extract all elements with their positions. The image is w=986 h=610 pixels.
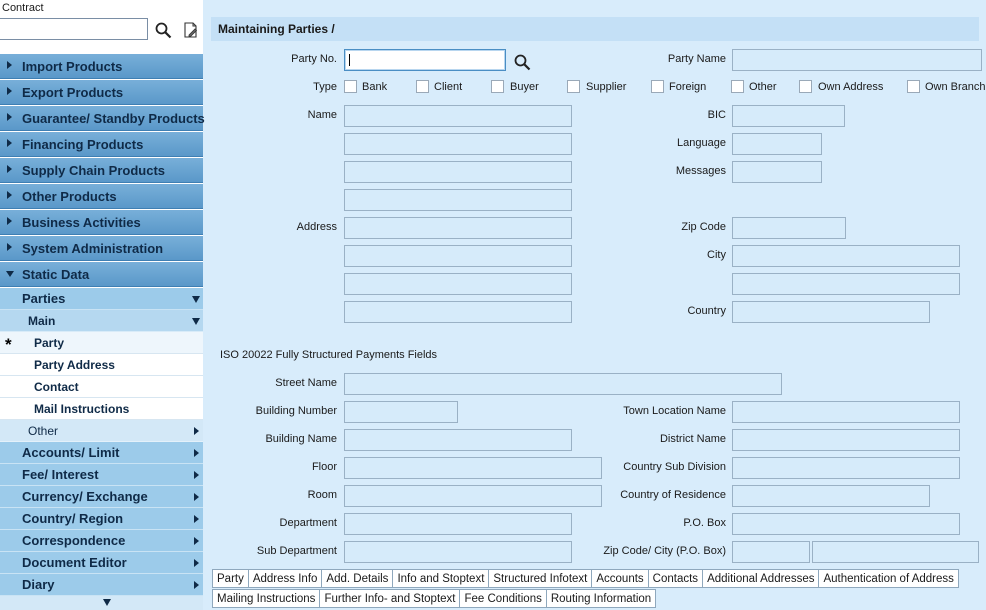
district-name-label: District Name: [659, 433, 726, 445]
nav-parties[interactable]: Parties: [0, 288, 203, 310]
nav-static-data[interactable]: Static Data: [0, 262, 203, 287]
text-cursor: [349, 54, 350, 66]
tab-party[interactable]: Party: [212, 569, 248, 588]
city-line-2-input[interactable]: [732, 273, 960, 295]
main-panel: [211, 17, 986, 610]
type-buyer-checkbox[interactable]: [491, 80, 504, 93]
tab-routing-information[interactable]: Routing Information: [546, 589, 656, 608]
nav-financing-products[interactable]: Financing Products: [0, 132, 203, 157]
tab-authentication-of-address[interactable]: Authentication of Address: [818, 569, 958, 588]
nav-business-activities[interactable]: Business Activities: [0, 210, 203, 235]
language-label: Language: [677, 137, 726, 149]
party-name-label: Party Name: [667, 53, 726, 65]
nav-document-editor[interactable]: Document Editor: [0, 552, 203, 574]
nav-main[interactable]: Main: [0, 310, 203, 332]
nav-fee-interest[interactable]: Fee/ Interest: [0, 464, 203, 486]
edit-document-icon[interactable]: [181, 20, 201, 40]
department-label: Department: [279, 517, 337, 529]
chevron-right-icon: [7, 61, 12, 69]
country-sub-division-input[interactable]: [732, 457, 960, 479]
address-line-4-input[interactable]: [344, 301, 572, 323]
navigation-menu: [0, 54, 203, 610]
type-own-address-checkbox[interactable]: [799, 80, 812, 93]
type-foreign-checkbox[interactable]: [651, 80, 664, 93]
chevron-right-icon: [7, 217, 12, 225]
chevron-right-icon: [194, 559, 199, 567]
building-number-label: Building Number: [255, 405, 337, 417]
address-line-1-input[interactable]: [344, 217, 572, 239]
bic-label: BIC: [707, 109, 726, 121]
chevron-right-icon: [7, 139, 12, 147]
nav-party[interactable]: * Party: [0, 332, 203, 354]
chevron-right-icon: [194, 427, 199, 435]
city-line-1-input[interactable]: [732, 245, 960, 267]
town-location-name-label: Town Location Name: [623, 405, 726, 417]
zip-code-label: Zip Code: [681, 221, 726, 233]
building-number-input[interactable]: [344, 401, 458, 423]
type-other-label: Other: [749, 81, 777, 93]
country-label: Country: [687, 305, 726, 317]
nav-contact[interactable]: Contact: [0, 376, 203, 398]
building-name-label: Building Name: [265, 433, 337, 445]
nav-other[interactable]: Other: [0, 420, 203, 442]
tab-structured-infotext[interactable]: Structured Infotext: [488, 569, 591, 588]
country-sub-division-label: Country Sub Division: [623, 461, 726, 473]
chevron-down-icon: [192, 296, 200, 303]
town-location-name-input[interactable]: [732, 401, 960, 423]
tab-contacts[interactable]: Contacts: [648, 569, 702, 588]
language-input[interactable]: [732, 133, 822, 155]
type-buyer-label: Buyer: [510, 81, 539, 93]
address-line-3-input[interactable]: [344, 273, 572, 295]
nav-currency-exchange[interactable]: Currency/ Exchange: [0, 486, 203, 508]
messages-input[interactable]: [732, 161, 822, 183]
tab-bar-row-2: [212, 589, 980, 608]
address-label: Address: [296, 221, 337, 233]
tab-fee-conditions[interactable]: Fee Conditions: [459, 589, 545, 608]
chevron-down-icon: [6, 271, 14, 277]
nav-guarantee-standby-products[interactable]: Guarantee/ Standby Products: [0, 106, 203, 131]
chevron-right-icon: [194, 449, 199, 457]
nav-correspondence[interactable]: Correspondence: [0, 530, 203, 552]
type-other-checkbox[interactable]: [731, 80, 744, 93]
country-of-residence-input[interactable]: [732, 485, 930, 507]
tab-add-details[interactable]: Add. Details: [321, 569, 392, 588]
tab-address-info[interactable]: Address Info: [248, 569, 322, 588]
party-search-icon[interactable]: [512, 52, 532, 72]
city-label: City: [707, 249, 726, 261]
tab-additional-addresses[interactable]: Additional Addresses: [702, 569, 818, 588]
tab-bar-row-1: [212, 569, 980, 588]
type-foreign-label: Foreign: [669, 81, 707, 93]
type-own-branch-checkbox[interactable]: [907, 80, 920, 93]
nav-accounts-limit[interactable]: Accounts/ Limit: [0, 442, 203, 464]
sub-department-label: Sub Department: [256, 545, 337, 557]
chevron-right-icon: [7, 243, 12, 251]
name-line-4-input[interactable]: [344, 189, 572, 211]
chevron-right-icon: [7, 113, 12, 121]
chevron-right-icon: [7, 165, 12, 173]
name-line-3-input[interactable]: [344, 161, 572, 183]
street-name-input[interactable]: [344, 373, 782, 395]
nav-import-products[interactable]: Import Products: [0, 54, 203, 79]
search-icon[interactable]: [153, 20, 173, 40]
chevron-right-icon: [194, 471, 199, 479]
chevron-right-icon: [194, 493, 199, 501]
type-own-branch-label: Own Branch: [925, 81, 986, 93]
tab-info-and-stoptext[interactable]: Info and Stoptext: [392, 569, 488, 588]
bic-input[interactable]: [732, 105, 845, 127]
current-item-star-icon: *: [5, 335, 12, 354]
po-box-city-input[interactable]: [812, 541, 979, 563]
nav-other-products[interactable]: Other Products: [0, 184, 203, 209]
tab-further-info-and-stoptext[interactable]: Further Info- and Stoptext: [319, 589, 459, 608]
type-client-label: Client: [434, 81, 463, 93]
type-bank-label: Bank: [362, 81, 388, 93]
page-title: Maintaining Parties /: [211, 17, 979, 41]
chevron-down-icon: [192, 318, 200, 325]
chevron-right-icon: [194, 515, 199, 523]
nav-scroll-down[interactable]: [0, 596, 203, 610]
type-client-checkbox[interactable]: [416, 80, 429, 93]
tab-mailing-instructions[interactable]: Mailing Instructions: [212, 589, 319, 608]
chevron-right-icon: [7, 191, 12, 199]
district-name-input[interactable]: [732, 429, 960, 451]
party-no-input[interactable]: [344, 49, 506, 71]
tab-accounts[interactable]: Accounts: [591, 569, 647, 588]
sub-department-input[interactable]: [344, 541, 572, 563]
nav-system-administration[interactable]: System Administration: [0, 236, 203, 261]
country-of-residence-label: Country of Residence: [620, 489, 726, 501]
street-name-label: Street Name: [275, 377, 337, 389]
floor-input[interactable]: [344, 457, 602, 479]
chevron-right-icon: [194, 581, 199, 589]
room-input[interactable]: [344, 485, 602, 507]
contract-input[interactable]: [0, 18, 148, 40]
nav-diary[interactable]: Diary: [0, 574, 203, 596]
nav-supply-chain-products[interactable]: Supply Chain Products: [0, 158, 203, 183]
type-label: Type: [313, 81, 337, 93]
iso-section-title: ISO 20022 Fully Structured Payments Fields: [220, 349, 438, 361]
chevron-right-icon: [194, 537, 199, 545]
nav-mail-instructions[interactable]: Mail Instructions: [0, 398, 203, 420]
address-line-2-input[interactable]: [344, 245, 572, 267]
name-line-2-input[interactable]: [344, 133, 572, 155]
po-box-input[interactable]: [732, 513, 960, 535]
zip-city-po-box-label: Zip Code/ City (P.O. Box): [603, 545, 726, 557]
party-name-input[interactable]: [732, 49, 982, 71]
name-line-1-input[interactable]: [344, 105, 572, 127]
chevron-right-icon: [7, 87, 12, 95]
po-box-zip-code-input[interactable]: [732, 541, 810, 563]
name-label: Name: [307, 109, 337, 121]
nav-party-address[interactable]: Party Address: [0, 354, 203, 376]
party-no-label: Party No.: [291, 53, 337, 65]
messages-label: Messages: [675, 165, 726, 177]
floor-label: Floor: [311, 461, 337, 473]
scroll-down-icon: [103, 599, 111, 606]
department-input[interactable]: [344, 513, 572, 535]
type-bank-checkbox[interactable]: [344, 80, 357, 93]
nav-country-region[interactable]: Country/ Region: [0, 508, 203, 530]
zip-code-input[interactable]: [732, 217, 846, 239]
room-label: Room: [307, 489, 337, 501]
po-box-label: P.O. Box: [683, 517, 726, 529]
sidebar: [0, 0, 203, 610]
type-supplier-checkbox[interactable]: [567, 80, 580, 93]
type-supplier-label: Supplier: [586, 81, 627, 93]
type-own-address-label: Own Address: [818, 81, 884, 93]
nav-export-products[interactable]: Export Products: [0, 80, 203, 105]
country-input[interactable]: [732, 301, 930, 323]
contract-label: Contract: [2, 2, 44, 14]
building-name-input[interactable]: [344, 429, 572, 451]
